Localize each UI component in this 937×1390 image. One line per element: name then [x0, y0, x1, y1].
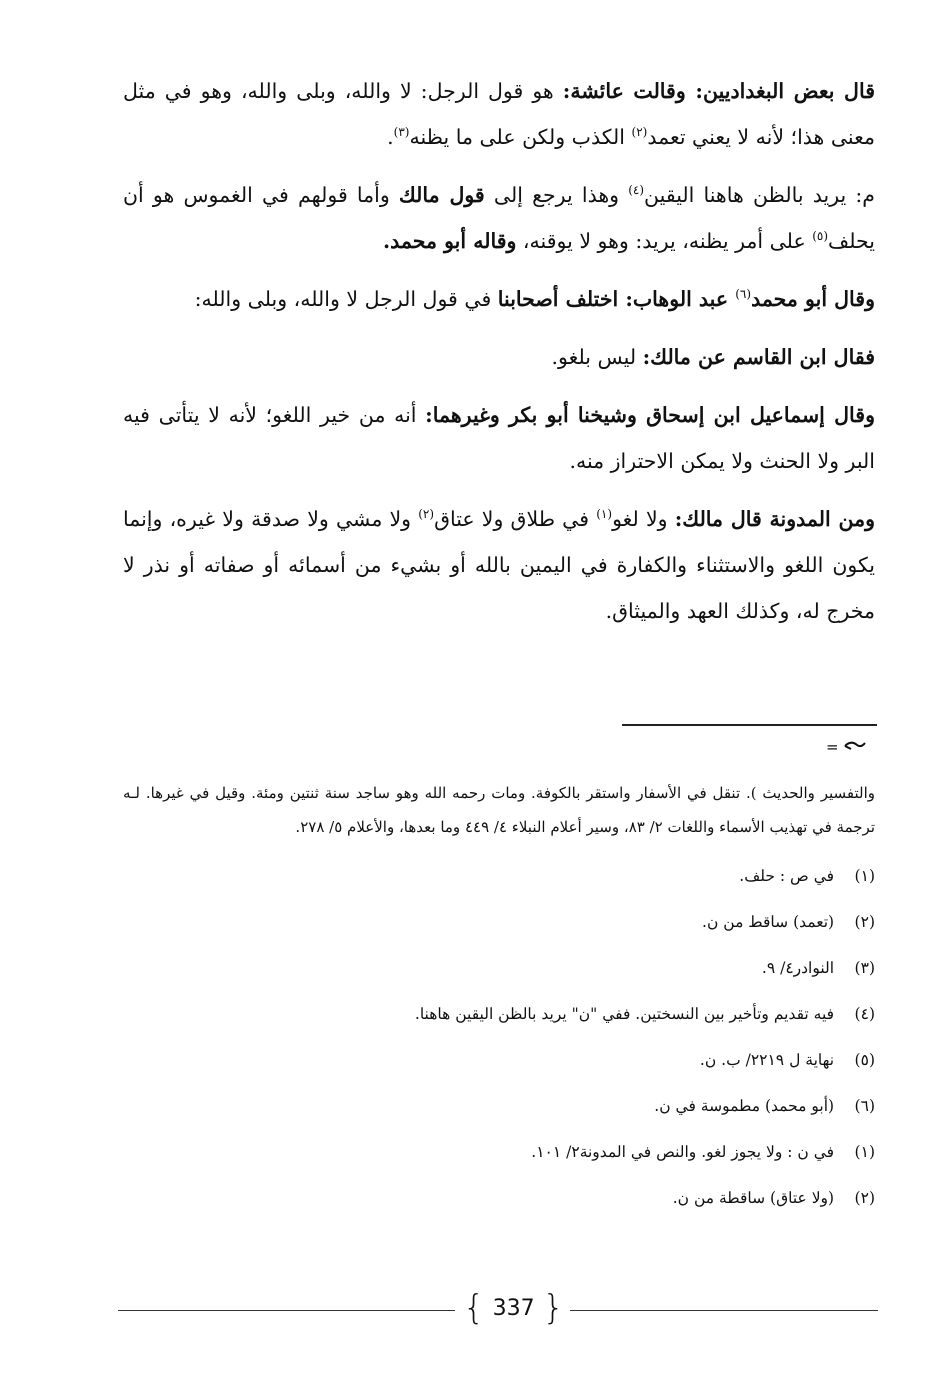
paragraph-3 [123, 276, 875, 322]
right-brace-glyph: } [542, 1288, 565, 1328]
footnote-continuation-text: والتفسير والحديث ). تنقل في الأسفار واستقر بالكوفة. ومات رحمه الله وهو ساجد سنة ثنتين ومئة. وقيل في غيرها. لـه ترجمة في تهذيب الأسماء واللغات ٢/ ٨٣، وسير أعلام النبلاء ٤/ ٤٤٩ وما بعدها، والأعلام ٥/ ٢٧٨. [123, 784, 875, 836]
footnote-text: فيه تقديم وتأخير بين النسختين. ففي "ن" يريد بالظن اليقين هاهنا. [414, 1005, 835, 1023]
footnotes-list [123, 858, 875, 1226]
footnote-text: (ولا عتاق) ساقطة من ن. [672, 1189, 835, 1207]
footnote-ref[interactable]: (٢) [631, 125, 648, 140]
paragraph-6 [123, 496, 875, 634]
footnote-item [123, 1134, 875, 1180]
paragraph-text: على أمر يظنه، يريد: وهو لا يوقنه، [516, 229, 813, 253]
footnote-item [123, 950, 875, 996]
footnote-text: نهاية ل ٢٢١٩/ ب. ن. [699, 1051, 835, 1069]
footnote-text: في ص : حلف. [739, 867, 835, 885]
continuation-marker-sign: = [826, 738, 839, 756]
bold-phrase: قول مالك [398, 183, 485, 207]
footnote-number: (٥) [854, 1051, 875, 1069]
paragraph-2 [123, 172, 875, 264]
bold-phrase: فقال ابن القاسم عن مالك: [642, 345, 875, 369]
footnote-item [123, 996, 875, 1042]
footnote-number: (٤) [854, 1005, 875, 1023]
bold-phrase: عبد الوهاب: اختلف أصحابنا [497, 287, 736, 311]
footnote-number: (١) [854, 867, 875, 885]
bold-phrase: وقاله أبو محمد. [382, 229, 517, 253]
footnote-item [123, 1180, 875, 1226]
bold-phrase: وقال إسماعيل ابن إسحاق وشيخنا أبو بكر وغيرهما: [425, 403, 875, 427]
footnote-continuation [123, 776, 875, 844]
footnote-number: (٦) [854, 1097, 875, 1115]
paragraph-text: أنه من خير اللغو؛ لأنه لا يتأتى فيه البر ولا الحنث ولا يمكن الاحتراز منه. [123, 403, 875, 473]
bold-phrase: وقال أبو محمد [751, 287, 875, 311]
footnote-ref[interactable]: (٤) [628, 183, 645, 198]
footnote-ref[interactable]: (٣) [393, 125, 410, 140]
footer-rule-left [118, 1310, 455, 1311]
paragraph-text: ولا لغو [612, 507, 675, 531]
paragraph-text: وأما قولهم في الغموس هو أن يحلف [123, 183, 875, 253]
footnote-number: (١) [854, 1143, 875, 1161]
footer-rule-right [570, 1310, 878, 1311]
continuation-arrow-icon [839, 738, 874, 756]
footnote-item [123, 904, 875, 950]
footnote-text: (تعمد) ساقط من ن. [702, 913, 835, 931]
paragraph-text: هو قول الرجل: لا والله، وبلى والله، وهو في مثل معنى هذا؛ لأنه لا يعني تعمد [123, 79, 875, 149]
paragraph-text: في قول الرجل لا والله، وبلى والله: [194, 287, 498, 311]
bold-phrase: قال بعض البغداديين: وقالت عائشة: [562, 79, 875, 103]
bold-phrase: ومن المدونة قال مالك: [674, 507, 875, 531]
footnote-number: (٣) [854, 959, 875, 977]
footnote-divider [622, 724, 877, 726]
footnote-ref[interactable]: (٥) [812, 229, 829, 244]
page-number-box [455, 1288, 570, 1328]
footnote-item [123, 1042, 875, 1088]
footnote-ref[interactable]: (١) [596, 507, 613, 522]
paragraph-text: م: يريد بالظن هاهنا اليقين [644, 183, 875, 207]
paragraph-1 [123, 68, 875, 160]
footnote-text: في ن : ولا يجوز لغو. والنص في المدونة٢/ ١٠١. [531, 1143, 835, 1161]
paragraph-text: ليس بلغو. [551, 345, 643, 369]
paragraph-text: الكذب ولكن على ما يظنه [409, 125, 632, 149]
footnote-continuation-marker [826, 738, 873, 756]
footnote-text: النوادر٤/ ٩. [761, 959, 835, 977]
paragraph-text: في طلاق ولا عتاق [434, 507, 597, 531]
paragraph-text: . [387, 125, 394, 149]
footnote-ref[interactable]: (٢) [418, 507, 435, 522]
page-number: 337 [492, 1296, 535, 1321]
footnote-text: (أبو محمد) مطموسة في ن. [654, 1097, 835, 1115]
footnote-ref[interactable]: (٦) [735, 287, 752, 302]
paragraph-text: وهذا يرجع إلى [484, 183, 629, 207]
footnote-number: (٢) [854, 913, 875, 931]
paragraph-4 [123, 334, 875, 380]
footnote-item [123, 1088, 875, 1134]
paragraph-text: ولا مشي ولا صدقة ولا غيره، وإنما يكون اللغو والاستثناء والكفارة في اليمين بالله أو بشيء من أسمائه أو صفاته أو نذر لا مخرج له، وكذلك العهد والميثاق. [123, 507, 875, 623]
footnote-number: (٢) [854, 1189, 875, 1207]
left-brace-glyph: { [463, 1288, 485, 1328]
footnote-item [123, 858, 875, 904]
main-text [123, 68, 875, 646]
paragraph-5 [123, 392, 875, 484]
